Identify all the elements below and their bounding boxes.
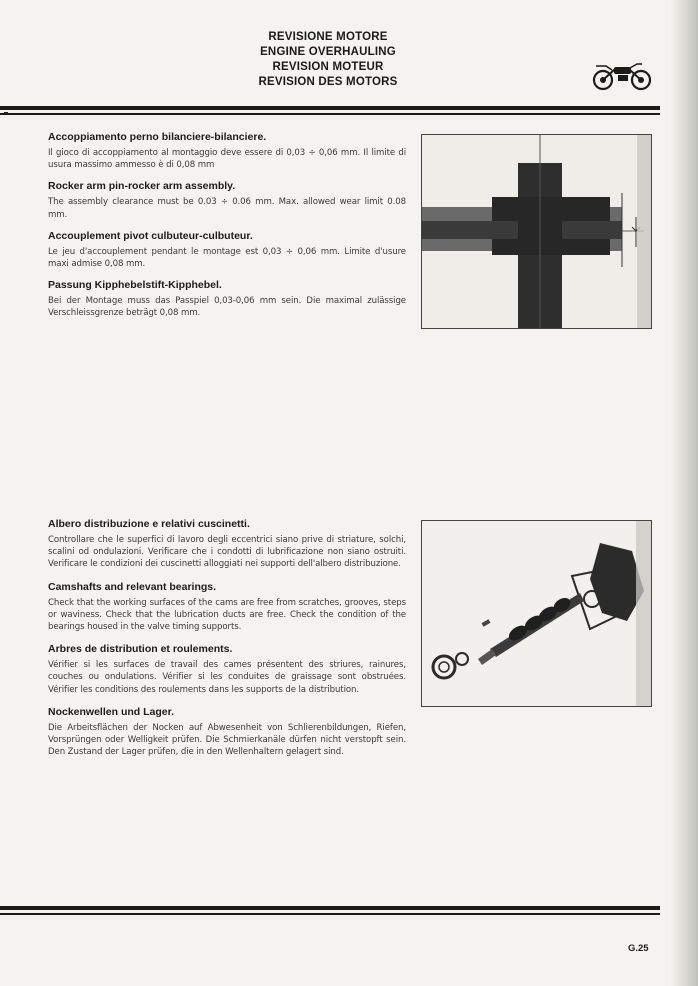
text-block-fr	[48, 230, 406, 270]
rocker-pin-figure	[421, 134, 652, 329]
text-block-en	[48, 180, 406, 220]
motorcycle-icon	[590, 58, 654, 92]
text-block-it	[48, 131, 406, 171]
block-title: Nockenwellen und Lager.	[48, 705, 175, 718]
block-title: Arbres de distribution et roulements.	[48, 643, 233, 656]
text-block-en	[48, 581, 406, 634]
scan-edge-shadow	[670, 0, 698, 986]
block-title: Accouplement pivot culbuteur-culbuteur.	[48, 229, 253, 242]
block-title: Accoppiamento perno bilanciere-bilanciere.	[48, 131, 267, 143]
camshaft-exploded-drawing	[422, 521, 651, 706]
header-title-de: REVISION DES MOTORS	[258, 76, 398, 88]
text-block-it	[48, 518, 406, 571]
block-title: Rocker arm pin-rocker arm assembly.	[48, 180, 236, 193]
block-title: Albero distribuzione e relativi cuscinetti.	[48, 518, 250, 530]
block-title: Passung Kipphebelstift-Kipphebel.	[48, 279, 222, 292]
text-block-de	[48, 279, 406, 319]
rocker-pin-cross-section	[422, 135, 651, 328]
text-block-fr	[48, 643, 406, 696]
block-body: Controllare che le superfici di lavoro degli eccentrici siano prive di striature, solchi, scalini od ondulazioni. Verificare che i condotti di lubrificazione non siano ostruiti. Verificare le condizioni dei cuscinetti alloggiati nei supporti dell'albero distribuzione.	[48, 535, 406, 570]
page-number: G.25	[628, 943, 649, 954]
block-body: Vérifier si les surfaces de travail des cames présentent des striures, rainures, couches ou ondulations. Vérifier si les conduites de graissage sont obstruées. Vérifier les conditions des roulements dans les supports de la distribution.	[48, 660, 406, 695]
text-block-de	[48, 706, 406, 759]
block-body: The assembly clearance must be 0.03 ÷ 0.06 mm. Max. allowed wear limit 0.08 mm.	[48, 197, 406, 220]
block-body: Le jeu d'accouplement pendant le montage est 0,03 ÷ 0,06 mm. Limite d'usure maxi admise 0,08 mm.	[48, 246, 406, 270]
block-body: Il gioco di accoppiamento al montaggio deve essere di 0,03 ÷ 0,06 mm. Il limite di usura massimo ammesso è di 0,08 mm	[48, 148, 406, 171]
block-body: Die Arbeitsflächen der Nocken auf Abwesenheit von Schlierenbildungen, Riefen, Vorsprüngen oder Welligkeit prüfen. Die Schmierkanäle dürfen nicht verstopft sein. Den Zustand der Lager prüfen, die in den Wellenhaltern gelagert sind.	[48, 722, 406, 758]
header-title-it: REVISIONE MOTORE	[268, 31, 388, 43]
camshaft-exploded-figure	[421, 520, 652, 707]
rocker-pin-section	[48, 131, 406, 329]
edge-mark	[4, 112, 8, 114]
header-title-en: ENGINE OVERHAULING	[260, 46, 396, 58]
block-body: Bei der Montage muss das Passpiel 0,03-0,06 mm sein. Die maximal zulässige Verschleissgrenze beträgt 0,08 mm.	[48, 296, 406, 319]
block-body: Check that the working surfaces of the cams are free from scratches, grooves, steps or waviness. Check that the lubrication ducts are free. Check the condition of the bearings housed in the valve timing supports.	[48, 597, 406, 633]
top-divider	[0, 106, 660, 115]
header-title-fr: REVISION MOTEUR	[272, 61, 384, 73]
page-header	[0, 30, 656, 90]
bottom-divider	[0, 906, 660, 915]
camshaft-section	[48, 518, 406, 768]
block-title: Camshafts and relevant bearings.	[48, 580, 217, 593]
